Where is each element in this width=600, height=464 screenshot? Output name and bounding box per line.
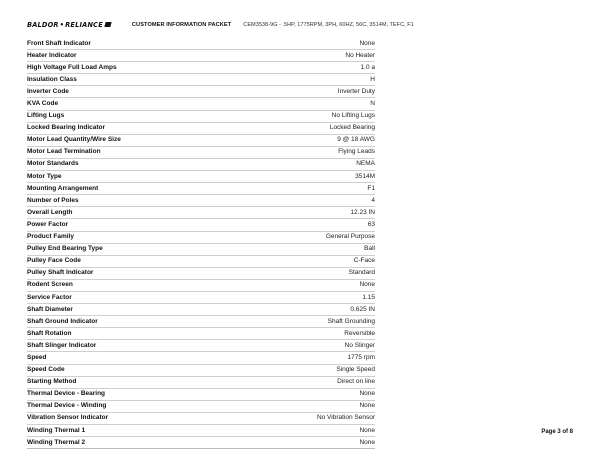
spec-value: Shaft Grounding (327, 317, 375, 325)
spec-row (27, 159, 375, 171)
spec-row (27, 280, 375, 292)
logo-separator: • (59, 21, 65, 29)
spec-label: Shaft Diameter (27, 305, 73, 313)
spec-row (27, 147, 375, 159)
spec-label: Vibration Sensor Indicator (27, 414, 109, 422)
spec-label: Motor Type (27, 172, 62, 180)
spec-value: None (359, 438, 375, 446)
packet-title: CUSTOMER INFORMATION PACKET (131, 22, 232, 28)
spec-value: None (359, 402, 375, 410)
spec-value: None (359, 426, 375, 434)
spec-label: Starting Method (27, 378, 77, 386)
spec-label: Front Shaft Indicator (27, 39, 91, 47)
spec-label: Inverter Code (27, 87, 69, 95)
spec-row (27, 365, 375, 377)
spec-row (27, 256, 375, 268)
spec-row (27, 437, 375, 449)
spec-label: Service Factor (27, 293, 72, 301)
spec-value: Locked Bearing (329, 124, 375, 132)
page-number: Page 3 of 8 (541, 429, 573, 435)
spec-label: Locked Bearing Indicator (27, 124, 106, 132)
spec-label: Shaft Rotation (27, 329, 72, 337)
spec-label: Insulation Class (27, 75, 77, 83)
spec-value: 4 (371, 196, 375, 204)
logo-mark-icon (104, 22, 111, 27)
spec-row (27, 232, 375, 244)
brand-logo (27, 21, 111, 29)
spec-label: Motor Lead Termination (27, 148, 101, 156)
spec-value: Ball (364, 245, 375, 253)
spec-value: N (370, 100, 375, 108)
spec-value: 12.23 IN (350, 208, 375, 216)
spec-value: Flying Leads (338, 148, 375, 156)
spec-label: Lifting Lugs (27, 112, 65, 120)
spec-row (27, 304, 375, 316)
spec-row (27, 135, 375, 147)
spec-label: Winding Thermal 1 (27, 426, 86, 434)
spec-label: Power Factor (27, 220, 69, 228)
spec-row (27, 268, 375, 280)
spec-value: 63 (367, 220, 375, 228)
spec-row (27, 183, 375, 195)
spec-value: Single Speed (336, 366, 375, 374)
spec-label: Number of Poles (27, 196, 79, 204)
spec-label: Motor Standards (27, 160, 79, 168)
spec-row (27, 50, 375, 62)
spec-value: No Slinger (344, 341, 375, 349)
spec-value: No Vibration Sensor (316, 414, 375, 422)
spec-value: 0.625 IN (350, 305, 375, 313)
spec-label: Overall Length (27, 208, 73, 216)
spec-label: High Voltage Full Load Amps (27, 63, 117, 71)
spec-row (27, 244, 375, 256)
catalog-description: CEM3538-9G - .5HP, 1775RPM, 3PH, 60HZ, 56C, 3514M, TEFC, F1 (243, 22, 414, 28)
document-header (27, 20, 580, 30)
spec-table (27, 38, 375, 449)
spec-label: Thermal Device - Winding (27, 402, 107, 410)
spec-label: Thermal Device - Bearing (27, 390, 106, 398)
logo-text-left: BALDOR (27, 21, 59, 29)
spec-label: Shaft Slinger Indicator (27, 341, 97, 349)
spec-row (27, 389, 375, 401)
spec-row (27, 123, 375, 135)
spec-value: F1 (367, 184, 375, 192)
spec-row (27, 74, 375, 86)
spec-row (27, 207, 375, 219)
spec-label: Pulley End Bearing Type (27, 245, 103, 253)
spec-value: 9 @ 18 AWG (337, 136, 375, 144)
spec-value: General Purpose (325, 233, 375, 241)
spec-value: 3514M (355, 172, 375, 180)
logo-text-right: RELIANCE (65, 21, 103, 29)
spec-value: No Lifting Lugs (331, 112, 375, 120)
spec-value: None (359, 390, 375, 398)
spec-label: Speed (27, 353, 47, 361)
spec-value: No Heater (345, 51, 375, 59)
spec-label: Product Family (27, 233, 74, 241)
spec-value: 1.0 a (360, 63, 375, 71)
spec-value: None (359, 39, 375, 47)
spec-label: Pulley Face Code (27, 257, 81, 265)
spec-row (27, 195, 375, 207)
spec-value: Standard (348, 269, 375, 277)
spec-label: Shaft Ground Indicator (27, 317, 98, 325)
spec-value: 1775 rpm (347, 353, 375, 361)
spec-row (27, 316, 375, 328)
spec-value: None (359, 281, 375, 289)
spec-row (27, 413, 375, 425)
spec-row (27, 352, 375, 364)
spec-label: Speed Code (27, 366, 65, 374)
spec-row (27, 98, 375, 110)
spec-row (27, 292, 375, 304)
spec-label: Mounting Arrangement (27, 184, 99, 192)
spec-row (27, 401, 375, 413)
spec-row (27, 38, 375, 50)
spec-row (27, 111, 375, 123)
spec-row (27, 219, 375, 231)
spec-label: Motor Lead Quantity/Wire Size (27, 136, 121, 144)
spec-label: Pulley Shaft Indicator (27, 269, 94, 277)
spec-row (27, 171, 375, 183)
spec-row (27, 62, 375, 74)
spec-value: C-Face (353, 257, 375, 265)
spec-row (27, 328, 375, 340)
spec-value: 1.15 (362, 293, 375, 301)
spec-row (27, 425, 375, 437)
spec-value: NEMA (356, 160, 375, 168)
spec-label: Winding Thermal 2 (27, 438, 86, 446)
spec-label: Rodent Screen (27, 281, 73, 289)
spec-label: KVA Code (27, 100, 59, 108)
spec-row (27, 86, 375, 98)
spec-row (27, 377, 375, 389)
spec-value: Inverter Duty (337, 87, 375, 95)
spec-label: Heater Indicator (27, 51, 77, 59)
spec-value: Reversible (344, 329, 375, 337)
spec-value: H (370, 75, 375, 83)
spec-value: Direct on line (337, 378, 375, 386)
spec-row (27, 340, 375, 352)
